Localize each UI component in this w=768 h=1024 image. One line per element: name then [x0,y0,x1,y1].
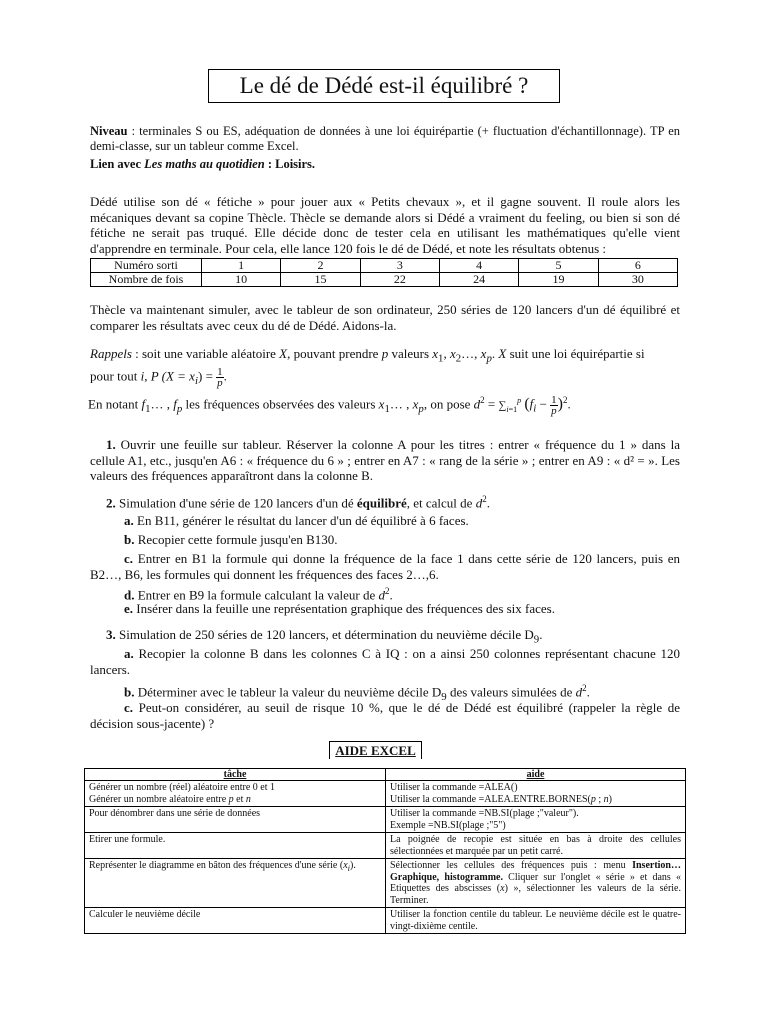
row-label: Nombre de fois [91,273,202,287]
help-cell: Utiliser la commande =ALEA() Utiliser la commande =ALEA.ENTRE.BORNES(p ; n) [386,781,686,807]
niveau-paragraph [90,124,680,153]
face-cell: 4 [439,259,518,273]
face-cell: 6 [598,259,677,273]
aide-excel-table [84,768,686,934]
count-cell: 15 [281,273,360,287]
task-cell: Pour dénombrer dans une série de données [85,807,386,833]
count-cell: 30 [598,273,677,287]
page-title: Le dé de Dédé est-il équilibré ? [208,69,560,103]
face-cell: 1 [202,259,281,273]
count-cell: 22 [360,273,439,287]
lien-line: Lien avec Les maths au quotidien : Loisirs. [90,157,316,171]
section-3-item-b: b. Déterminer avec le tableur la valeur du neuvième décile $D_9$ des valeurs simulées de $d^2$. [124,683,590,703]
simulation-paragraph: Thècle va maintenant simuler, avec le tableur de son ordinateur, 250 séries de 120 lancers d'un dé équilibré et comparer les résultats avec ceux du dé de Dédé. Aidons-la. [90,302,680,333]
section-1-number: 1. [106,437,116,452]
task-cell: Représenter le diagramme en bâton des fréquences d'une série $(x_i)$. [85,859,386,908]
header-task: tâche [85,769,386,781]
fraction-1-over-p: $\frac{1}{p}$ [217,366,223,389]
book-title: Les maths au quotidien [144,157,265,171]
row-label: Numéro sorti [91,259,202,273]
face-cell: 5 [519,259,598,273]
section-2-item-b: b. Recopier cette formule jusqu'en B130. [124,532,338,547]
aide-header-row [85,769,686,781]
help-cell: Sélectionner les cellules des fréquences puis : menu Insertion… Graphique, histogramme. Cliquer sur l'onglet « série » et dans « Etiquettes des abscisses (x) », sélectionner les valeurs de la série. Terminer. [386,859,686,908]
aide-row [85,908,686,934]
section-3-item-c: c. Peut-on considérer, au seuil de risque 10 %, que le dé de Dédé est équilibré (rappeler la règle de décision sous-jacente) ? [90,700,680,731]
aide-excel-title: AIDE EXCEL [329,741,422,759]
section-2-item-a: a. En B11, générer le résultat du lancer d'un dé équilibré à 6 faces. [124,513,469,528]
niveau-text: : terminales S ou ES, adéquation de données à une loi équirépartie (+ fluctuation d'échantillonnage). TP en demi-classe, sur un tableur comme Excel. [90,124,680,153]
task-cell: Générer un nombre (réel) aléatoire entre 0 et 1 Générer un nombre aléatoire entre p et n [85,781,386,807]
count-cell: 24 [439,273,518,287]
aide-row [85,859,686,908]
face-cell: 3 [360,259,439,273]
rappels-label: Rappels [90,346,132,361]
aide-row [85,781,686,807]
help-cell: Utiliser la commande =NB.SI(plage ;"valeur"). Exemple =NB.SI(plage ;"5") [386,807,686,833]
aide-row [85,833,686,859]
rappels-line3: En notant $f_1\dots$ , $f_p$ les fréquences observées des valeurs $x_1\dots$ , $x_p$, on pose $d^2 = \sum_{i=1}^p$ ($f_i$ − $\frac{1}{p}$ )$^2$. [88,393,571,417]
help-cell: Utiliser la fonction centile du tableur. Le neuvième décile est le quatre-vingt-dixième centile. [386,908,686,934]
section-1-text: Ouvrir une feuille sur tableur. Réserver la colonne A pour les titres : entrer « fréquence du 1 » dans la cellule A1, etc., jusqu'en A6 : « fréquence du 6 » ; entrer en A7 : « rang de la série » ; entrer en A9 : « d² = ». Les valeurs des fréquences apparaîtront dans la colonne B. [90,437,680,483]
task-cell: Calculer le neuvième décile [85,908,386,934]
header-help: aide [386,769,686,781]
counts-row [91,273,678,287]
face-cell: 2 [281,259,360,273]
section-2-heading: 2. Simulation d'une série de 120 lancers d'un dé équilibré, et calcul de $d^2$. [106,494,490,511]
theme: Loisirs. [275,157,316,171]
count-cell: 10 [202,273,281,287]
section-3-heading: 3. Simulation de 250 séries de 120 lancers, et détermination du neuvième décile $D_9$. [106,627,543,646]
aide-row [85,807,686,833]
section-1 [90,437,680,484]
section-2-item-c: c. Entrer en B1 la formule qui donne la fréquence de la face 1 dans cette série de 120 lancers, puis en B2…, B6, les formules qui donnent les fréquences des faces 2…,6. [90,551,680,582]
results-table [90,258,678,287]
niveau-label: Niveau [90,124,128,138]
count-cell: 19 [519,273,598,287]
fraction-formula: $\frac{1}{p}$ [551,393,557,417]
intro-paragraph: Dédé utilise son dé « fétiche » pour jouer aux « Petits chevaux », et il gagne souvent. Il roule alors les mécaniques devant sa copine Thècle. Thècle se demande alors si Dédé a vraiment du feeling, ou bien si son dé fétiche ne serait pas truqué. Elle décide donc de tester cela en utilisant les mathématiques qu'elle vient d'apprendre en terminale. Pour cela, elle lance 120 fois le dé de Dédé, et note les résultats obtenus : [90,194,680,256]
rappels-line2: pour tout i, P $(X = x_i)$ = $\frac{1}{p}$ . [90,366,227,389]
section-2-item-e: e. Insérer dans la feuille une représentation graphique des fréquences des six faces. [124,601,555,616]
rappels-line1: Rappels : soit une variable aléatoire X, pouvant prendre p valeurs $x_1$, $x_2\dots$, $x_p$. X suit une loi équirépartie si [90,346,645,365]
task-cell: Etirer une formule. [85,833,386,859]
faces-row [91,259,678,273]
section-3-item-a: a. Recopier la colonne B dans les colonnes C à IQ : on a ainsi 250 colonnes représentant chacune 120 lancers. [90,646,680,677]
section-2-item-d: d. Entrer en B9 la formule calculant la valeur de $d^2$. [124,586,393,603]
help-cell: La poignée de recopie est située en bas à droite des cellules sélectionnées et marquée par un petit carré. [386,833,686,859]
